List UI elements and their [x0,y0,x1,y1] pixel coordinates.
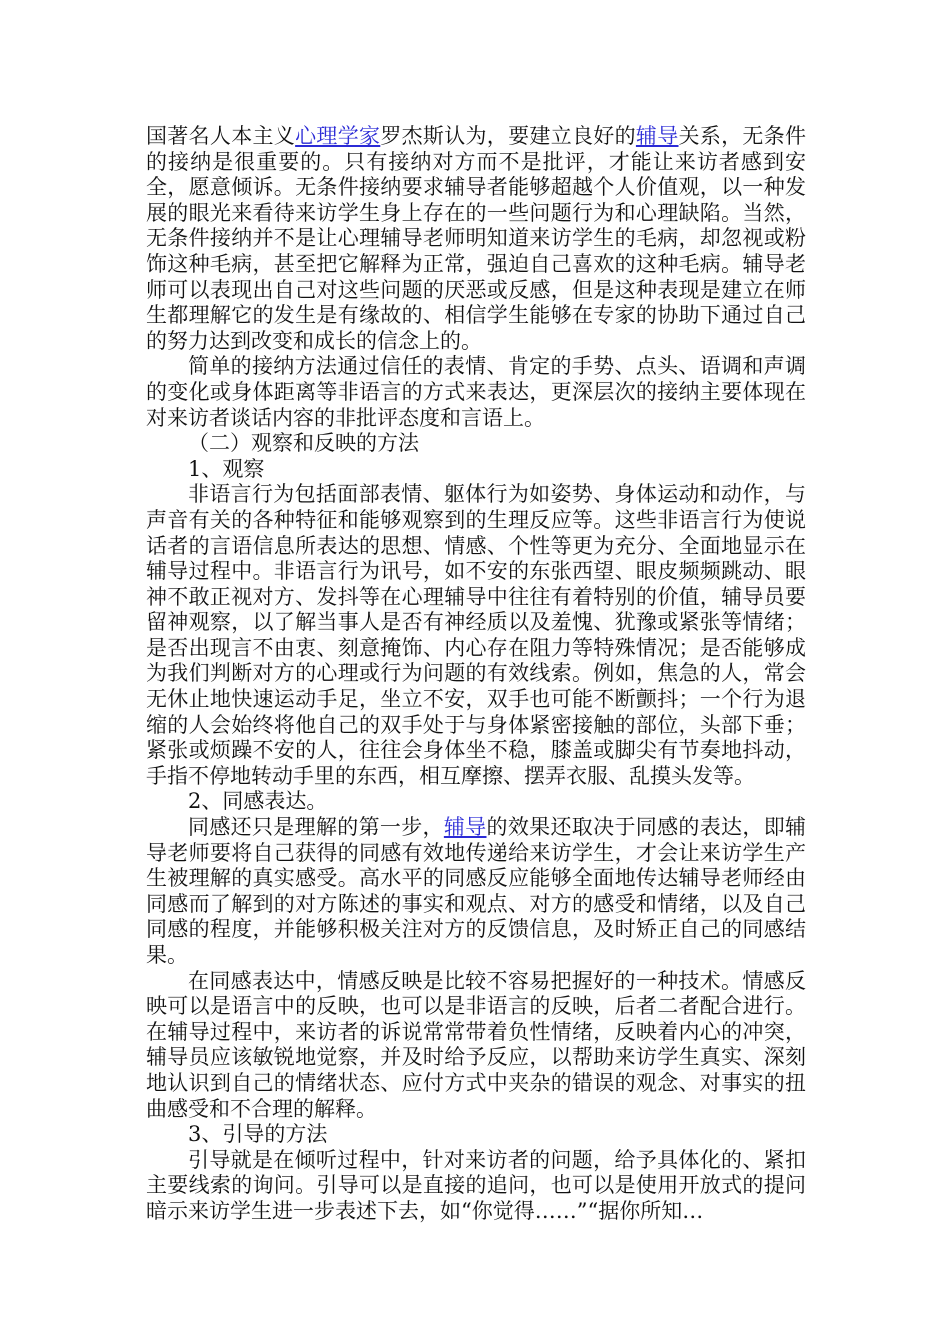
text-run: 简单的接纳方法通过信任的表情、肯定的手势、点头、语调和声调的变化或身体距离等非语言的方式来表达，更深层次的接纳主要体现在对来访者谈话内容的非批评态度和言语上。 [146,354,806,430]
text-run: 3、引导的方法 [188,1122,328,1147]
text-run: 关系，无条件的接纳是很重要的。只有接纳对方而不是批评，才能让来访者感到安全，愿意倾诉。无条件接纳要求辅导者能够超越个人价值观，以一种发展的眼光来看待来访学生身上存在的一些问题行为和心理缺陷。当然，无条件接纳并不是让心理辅导老师明知道来访学生的毛病，却忽视或粉饰这种毛病，甚至把它解释为正常，强迫自己喜欢的这种毛病。辅导老师可以表现出自己对这些问题的厌恶或反感，但是这种表现是建立在师生都理解它的发生是有缘故的、相信学生能够在专家的协助下通过自己的努力达到改变和成长的信念上的。 [146,124,807,353]
paragraph [146,815,806,969]
text-run: 国著名人本主义 [146,124,296,148]
inline-link[interactable]: 辅导 [635,124,679,148]
text-run: 2、同感表达。 [188,789,328,814]
text-run: 的效果还取决于同感的表达，即辅导老师要将自己获得的同感有效地传递给来访学生，才会让来访学生产生被理解的真实感受。高水平的同感反应能够全面地传达辅导老师经由同感而了解到的对方陈述的事实和观点、对方的感受和情绪，以及自己同感的程度，并能够积极关注对方的反馈信息，及时矫正自己的同感结果。 [146,815,807,967]
text-run: 非语言行为包括面部表情、躯体行为如姿势、身体运动和动作，与声音有关的各种特征和能够观察到的生理反应等。这些非语言行为使说话者的言语信息所表达的思想、情感、个性等更为充分、全面地显示在辅导过程中。非语言行为讯号，如不安的东张西望、眼皮频频跳动、眼神不敢正视对方、发抖等在心理辅导中往往有着特别的价值，辅导员要留神观察，以了解当事人是否有神经质以及羞愧、犹豫或紧张等情绪；是否出现言不由衷、刻意掩饰、内心存在阻力等特殊情况；是否能够成为我们判断对方的心理或行为问题的有效线索。例如，焦急的人，常会无休止地快速运动手足，坐立不安，双手也可能不断颤抖；一个行为退缩的人会始终将他自己的双手处于与身体紧密接触的部位，头部下垂；紧张或烦躁不安的人，往往会身体坐不稳，膝盖或脚尖有节奏地抖动，手指不停地转动手里的东西，相互摩擦、摆弄衣服、乱摸头发等。 [146,482,806,788]
inline-link[interactable]: 心理学家 [295,124,381,148]
inline-link[interactable]: 辅导 [443,815,487,840]
text-run: 罗杰斯认为，要建立良好的 [380,124,636,148]
paragraph [146,1148,806,1225]
section-heading [146,1122,806,1148]
section-heading [146,431,806,457]
paragraph [146,354,806,431]
document-page [146,124,806,1225]
text-run: 在同感表达中，情感反映是比较不容易把握好的一种技术。情感反映可以是语言中的反映，也可以是非语言的反映，后者二者配合进行。在辅导过程中，来访者的诉说常常带着负性情绪，反映着内心的冲突，辅导员应该敏锐地觉察，并及时给予反应，以帮助来访学生真实、深刻地认识到自己的情绪状态、应付方式中夹杂的错误的观念、对事实的扭曲感受和不合理的解释。 [146,968,806,1121]
text-run: 引导就是在倾听过程中，针对来访者的问题，给予具体化的、紧扣主要线索的询问。引导可以是直接的追问，也可以是使用开放式的提问暗示来访学生进一步表述下去，如“你觉得……”“据你所知… [146,1147,806,1223]
text-run: （二）观察和反映的方法 [188,431,419,456]
paragraph [146,969,806,1123]
text-run: 同感还只是理解的第一步， [188,815,444,840]
text-run: 1、观察 [188,456,265,481]
section-heading [146,789,806,815]
paragraph [146,482,806,789]
section-heading [146,457,806,483]
paragraph [146,124,806,354]
